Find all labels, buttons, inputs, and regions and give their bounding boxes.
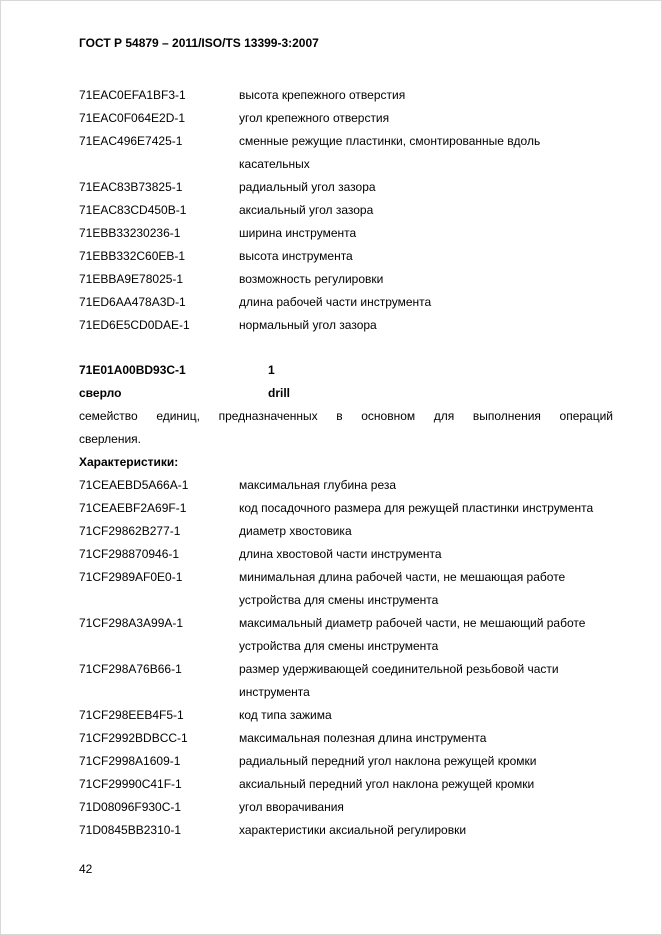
- attribute-row: [79, 566, 611, 612]
- attribute-code: 71D08096F930C-1: [79, 800, 182, 814]
- attribute-code: 71EAC0F064E2D-1: [79, 111, 186, 125]
- attribute-code: 71EBB332C60EB-1: [79, 249, 186, 263]
- term-code-row: [79, 359, 611, 382]
- attribute-code: 71EAC0EFA1BF3-1: [79, 88, 186, 102]
- term-number: 1: [268, 363, 275, 377]
- attribute-code: 71CF2992BDBCC-1: [79, 731, 188, 745]
- definition-line-1: семейство единиц, предназначенных в основном для выполнения операций: [79, 409, 613, 423]
- attribute-code: 71CF298A76B66-1: [79, 662, 182, 676]
- attribute-description: угол крепежного отверстия: [239, 111, 390, 125]
- attribute-code: 71EAC83B73825-1: [79, 180, 183, 194]
- attribute-description: ширина инструмента: [239, 226, 357, 240]
- attribute-row: [79, 773, 611, 796]
- attribute-code: 71CF298EEB4F5-1: [79, 708, 184, 722]
- attribute-code: 71EAC83CD450B-1: [79, 203, 187, 217]
- attribute-description: высота инструмента: [239, 249, 353, 263]
- attribute-code: 71CEAEBD5A66A-1: [79, 478, 189, 492]
- attribute-row: [79, 727, 611, 750]
- attribute-code: 71CF29862B277-1: [79, 524, 181, 538]
- attribute-code: 71ED6AA478A3D-1: [79, 295, 186, 309]
- attribute-description: код посадочного размера для режущей пластинки инструмента: [239, 501, 594, 515]
- attribute-row: [79, 84, 611, 107]
- attribute-description: максимальная глубина реза: [239, 478, 397, 492]
- attribute-description: аксиальный передний угол наклона режущей кромки: [239, 777, 535, 791]
- attribute-code: 71CF2998A1609-1: [79, 754, 181, 768]
- attribute-row: [79, 176, 611, 199]
- attribute-row: [79, 543, 611, 566]
- attribute-row: [79, 268, 611, 291]
- attribute-row: [79, 245, 611, 268]
- attribute-row: [79, 130, 611, 176]
- attribute-description: минимальная длина рабочей части, не мешающая работе устройства для смены инструмента: [239, 570, 566, 607]
- attribute-list-1: [79, 84, 611, 337]
- attribute-description: характеристики аксиальной регулировки: [239, 823, 467, 837]
- attribute-code: 71EBB33230236-1: [79, 226, 181, 240]
- attribute-description: код типа зажима: [239, 708, 332, 722]
- attribute-code: 71CEAEBF2A69F-1: [79, 501, 187, 515]
- attribute-description: высота крепежного отверстия: [239, 88, 406, 102]
- attribute-row: [79, 819, 611, 842]
- attribute-row: [79, 474, 611, 497]
- attribute-row: [79, 314, 611, 337]
- term-definition: [79, 405, 613, 451]
- attribute-description: максимальный диаметр рабочей части, не мешающий работе устройства для смены инструмента: [239, 616, 586, 653]
- attribute-code: 71D0845BB2310-1: [79, 823, 182, 837]
- definition-line-2: сверления.: [79, 432, 142, 446]
- attribute-description: радиальный угол зазора: [239, 180, 376, 194]
- attribute-row: [79, 612, 611, 658]
- attribute-row: [79, 750, 611, 773]
- document-header: ГОСТ Р 54879 – 2011/ISO/TS 13399-3:2007: [79, 36, 319, 50]
- attribute-list-2: [79, 474, 611, 842]
- attribute-code: 71CF298870946-1: [79, 547, 180, 561]
- attribute-code: 71CF29990C41F-1: [79, 777, 182, 791]
- attribute-code: 71ED6E5CD0DAE-1: [79, 318, 190, 332]
- attribute-row: [79, 704, 611, 727]
- term-code: 71E01A00BD93C-1: [79, 363, 186, 377]
- attribute-row: [79, 107, 611, 130]
- term-russian: сверло: [79, 386, 122, 400]
- attribute-row: [79, 291, 611, 314]
- attribute-code: 71CF298A3A99A-1: [79, 616, 184, 630]
- attribute-description: угол вворачивания: [239, 800, 344, 814]
- term-english: drill: [268, 386, 291, 400]
- characteristics-label: Характеристики:: [79, 455, 179, 469]
- attribute-description: длина рабочей части инструмента: [239, 295, 432, 309]
- attribute-row: [79, 497, 611, 520]
- attribute-code: 71EAC496E7425-1: [79, 134, 183, 148]
- attribute-row: [79, 222, 611, 245]
- term-section: [79, 359, 611, 474]
- attribute-description: максимальная полезная длина инструмента: [239, 731, 487, 745]
- attribute-description: возможность регулировки: [239, 272, 384, 286]
- attribute-description: аксиальный угол зазора: [239, 203, 374, 217]
- attribute-description: размер удерживающей соединительной резьбовой части инструмента: [239, 662, 559, 699]
- attribute-description: длина хвостовой части инструмента: [239, 547, 442, 561]
- attribute-row: [79, 796, 611, 819]
- attribute-description: диаметр хвостовика: [239, 524, 352, 538]
- attribute-description: нормальный угол зазора: [239, 318, 377, 332]
- attribute-row: [79, 520, 611, 543]
- attribute-code: 71CF2989AF0E0-1: [79, 570, 183, 584]
- term-name-row: [79, 382, 611, 405]
- attribute-row: [79, 658, 611, 704]
- attribute-description: радиальный передний угол наклона режущей кромки: [239, 754, 537, 768]
- attribute-row: [79, 199, 611, 222]
- page-number: 42: [79, 862, 93, 876]
- attribute-code: 71EBBA9E78025-1: [79, 272, 184, 286]
- attribute-description: сменные режущие пластинки, смонтированные вдоль касательных: [239, 134, 541, 171]
